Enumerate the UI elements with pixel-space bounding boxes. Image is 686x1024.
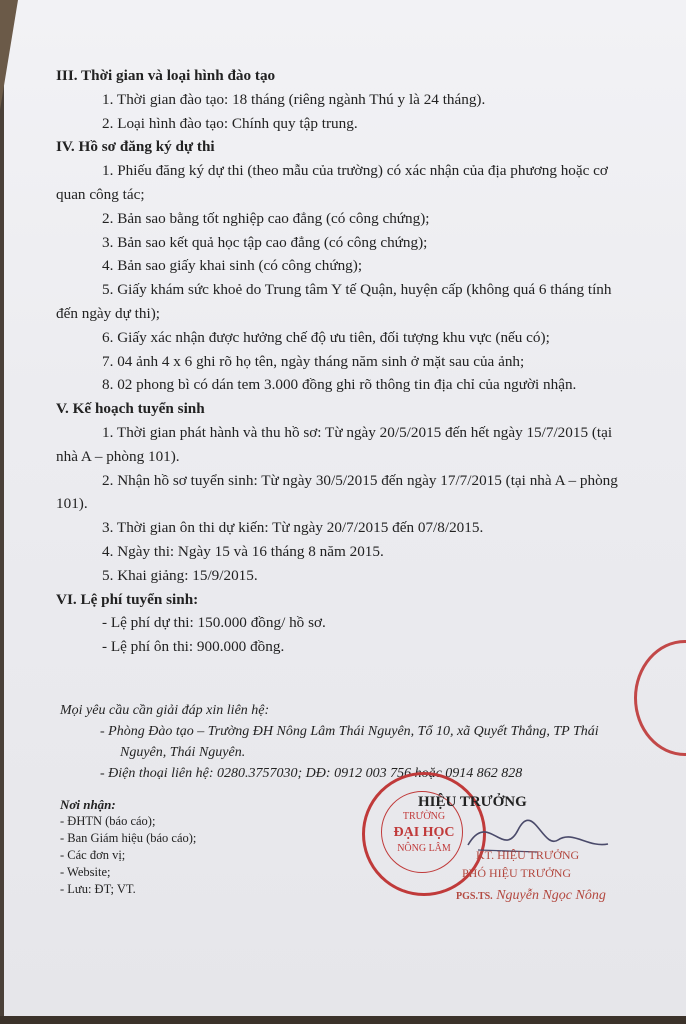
page-bottom-shadow [0, 1016, 686, 1024]
recipient-2: - Ban Giám hiệu (báo cáo); [60, 831, 197, 845]
sec4-item-3: 3. Bản sao kết quả học tập cao đẳng (có công chứng); [102, 233, 428, 251]
recipient-4: - Website; [60, 865, 111, 879]
sec6-item-1: - Lệ phí dự thi: 150.000 đồng/ hồ sơ. [102, 614, 326, 632]
recipients-title: Nơi nhận: [60, 797, 116, 812]
recipient-5: - Lưu: ĐT; VT. [60, 882, 136, 896]
contact-phone: - Điện thoại liên hệ: 0280.3757030; DĐ: 0912 003 756 hoặc 0914 862 828 [100, 766, 523, 781]
recipient-3: - Các đơn vị; [60, 848, 126, 862]
section-3-title: III. Thời gian và loại hình đào tạo [56, 67, 276, 84]
sec6-item-2: - Lệ phí ôn thi: 900.000 đồng. [102, 638, 285, 656]
seal-text-top: TRƯỜNG [402, 811, 446, 822]
sec4-item-8: 8. 02 phong bì có dán tem 3.000 đồng ghi rõ thông tin địa chỉ của người nhận. [102, 376, 577, 394]
sec4-item-1: 1. Phiếu đăng ký dự thi (theo mẫu của trường) có xác nhận của địa phương hoặc cơ quan công tác; [56, 162, 608, 203]
section-6-title: VI. Lệ phí tuyển sinh: [56, 590, 199, 608]
recipients-block [60, 796, 196, 898]
recipient-1: - ĐHTN (báo cáo); [60, 814, 156, 828]
sec4-item-4: 4. Bản sao giấy khai sinh (có công chứng); [102, 257, 363, 275]
contact-block [60, 700, 600, 784]
sec4-item-6: 6. Giấy xác nhận được hưởng chế độ ưu tiên, đối tượng khu vực (nếu có); [102, 328, 550, 346]
page-corner-shadow [0, 0, 18, 110]
contact-intro: Mọi yêu cầu cần giải đáp xin liên hệ: [60, 703, 270, 718]
seal-text-mid: ĐẠI HỌC [393, 825, 455, 840]
section-5-title: V. Kế hoạch tuyển sinh [56, 400, 205, 418]
sec4-item-5: 5. Giấy khám sức khoẻ do Trung tâm Y tế Quận, huyện cấp (không quá 6 tháng tính đến ngày dự thi); [56, 281, 612, 322]
signature-kt: KT. HIỆU TRƯỞNG [476, 848, 580, 862]
signature-role: PHÓ HIỆU TRƯỞNG [462, 866, 572, 880]
sec5-item-2: 2. Nhận hồ sơ tuyển sinh: Từ ngày 30/5/2015 đến ngày 17/7/2015 (tại nhà A – phòng 101). [56, 471, 618, 513]
sec3-item-1: 1. Thời gian đào tạo: 18 tháng (riêng ngành Thú y là 24 tháng). [102, 90, 486, 108]
seal-text-bottom: NÔNG LÂM [397, 843, 451, 854]
sec5-item-4: 4. Ngày thi: Ngày 15 và 16 tháng 8 năm 2015. [102, 542, 384, 560]
document-body [56, 64, 622, 659]
sec5-item-5: 5. Khai giảng: 15/9/2015. [102, 566, 258, 584]
sec4-item-2: 2. Bản sao bằng tốt nghiệp cao đẳng (có công chứng); [102, 209, 430, 227]
sec4-item-7: 7. 04 ảnh 4 x 6 ghi rõ họ tên, ngày tháng năm sinh ở mặt sau của ảnh; [102, 352, 525, 370]
signature-title: HIỆU TRƯỞNG [418, 794, 527, 810]
contact-address: - Phòng Đào tạo – Trường ĐH Nông Lâm Thái Nguyên, Tổ 10, xã Quyết Thắng, TP Thái Nguyên, Thái Nguyên. [100, 724, 599, 760]
signer-degree: PGS.TS. [456, 891, 493, 902]
signer-fullname: Nguyễn Ngọc Nông [496, 888, 606, 903]
sec3-item-2: 2. Loại hình đào tạo: Chính quy tập trung. [102, 114, 358, 132]
sec5-item-1: 1. Thời gian phát hành và thu hồ sơ: Từ ngày 20/5/2015 đến hết ngày 15/7/2015 (tại nhà A – phòng 101). [56, 423, 613, 465]
section-4-title: IV. Hồ sơ đăng ký dự thi [56, 138, 215, 156]
signer-name [456, 888, 606, 904]
sec5-item-3: 3. Thời gian ôn thi dự kiến: Từ ngày 20/7/2015 đến 07/8/2015. [102, 519, 484, 537]
